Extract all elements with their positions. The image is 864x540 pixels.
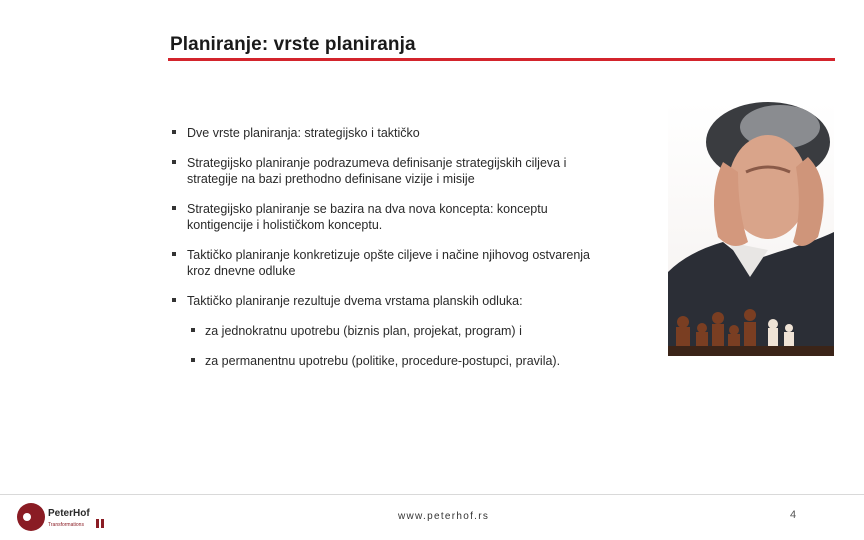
bullet-marker-icon [191, 358, 195, 362]
bullet-item [172, 201, 602, 233]
sub-bullet-text: za permanentnu upotrebu (politike, procedure-postupci, pravila). [205, 354, 561, 368]
footer-url[interactable]: www.peterhof.rs [398, 511, 490, 522]
sub-bullet-item [172, 323, 602, 339]
bullet-marker-icon [172, 206, 176, 210]
footer-divider [0, 494, 864, 495]
bullet-text: Strategijsko planiranje se bazira na dva nova koncepta: konceptu kontigencije i holističkom konceptu. [187, 202, 548, 232]
bullet-marker-icon [172, 298, 176, 302]
sub-bullet-item [172, 353, 602, 369]
sub-bullet-text: za jednokratnu upotrebu (biznis plan, projekat, program) i [205, 324, 522, 338]
title-underline [168, 58, 835, 61]
bullet-text: Taktičko planiranje rezultuje dvema vrstama planskih odluka: [187, 294, 523, 308]
bullet-marker-icon [172, 252, 176, 256]
page-title: Planiranje: vrste planiranja [170, 34, 416, 55]
bullet-marker-icon [191, 328, 195, 332]
bullet-text: Dve vrste planiranja: strategijsko i taktičko [187, 126, 420, 140]
peterhof-logo [16, 502, 126, 532]
bullet-text: Strategijsko planiranje podrazumeva definisanje strategijskih ciljeva i strategije na bazi prethodno definisane vizije i misije [187, 156, 567, 186]
bullet-text: Taktičko planiranje konkretizuje opšte ciljeve i načine njihovog ostvarenja kroz dnevne odluke [187, 248, 591, 278]
bullet-item [172, 155, 602, 187]
bullet-marker-icon [172, 160, 176, 164]
bullet-list [172, 125, 602, 383]
svg-text:PeterHof: PeterHof [48, 508, 90, 519]
bullet-item [172, 125, 602, 141]
page-number: 4 [790, 509, 797, 521]
bullet-item [172, 247, 602, 279]
chess-player-photo [668, 102, 834, 356]
bullet-item [172, 293, 602, 309]
bullet-marker-icon [172, 130, 176, 134]
svg-text:Transformations: Transformations [48, 522, 84, 528]
